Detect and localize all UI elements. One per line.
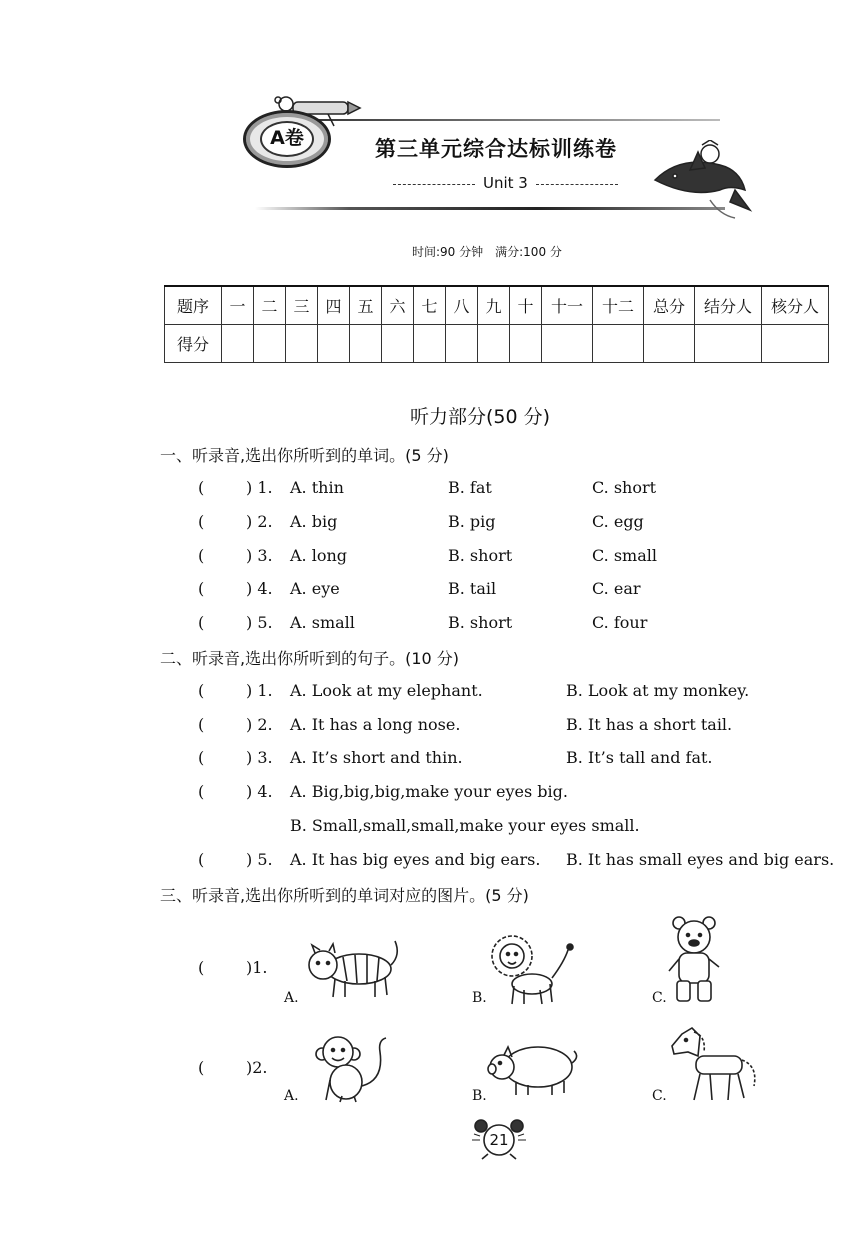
page-title: 第三单元综合达标训练卷: [375, 137, 617, 161]
answer-paren[interactable]: (: [198, 681, 205, 700]
score-input-cell[interactable]: [414, 325, 446, 363]
table-cell: 总分: [644, 286, 695, 325]
answer-paren[interactable]: (: [198, 958, 205, 977]
table-cell: 二: [254, 286, 286, 325]
score-input-cell[interactable]: [762, 325, 829, 363]
option-b: B. Small,small,small,make your eyes small.: [290, 816, 640, 835]
answer-paren[interactable]: (: [198, 715, 205, 734]
option-a: A. small: [290, 613, 355, 632]
score-table: [164, 285, 829, 363]
unit-subtitle: Unit 3: [385, 174, 626, 192]
option-b: B. pig: [448, 512, 496, 531]
option-a: A. eye: [290, 579, 340, 598]
option-a: A. It has big eyes and big ears.: [290, 850, 541, 869]
question-number: ) 5.: [246, 850, 273, 869]
page-number: 21: [489, 1131, 509, 1149]
answer-paren[interactable]: (: [198, 850, 205, 869]
option-a: A. Big,big,big,make your eyes big.: [290, 782, 568, 801]
section-2-heading: 二、听录音,选出你所听到的句子。(10 分): [160, 649, 460, 668]
section-3-heading: 三、听录音,选出你所听到的单词对应的图片。(5 分): [160, 886, 529, 905]
table-cell: 三: [286, 286, 318, 325]
table-cell: 七: [414, 286, 446, 325]
question-number: ) 4.: [246, 782, 273, 801]
lion-icon[interactable]: [488, 932, 578, 1007]
score-input-cell[interactable]: [593, 325, 644, 363]
score-input-cell[interactable]: [695, 325, 762, 363]
option-b: B. It has a short tail.: [566, 715, 733, 734]
answer-paren[interactable]: (: [198, 782, 205, 801]
score-input-cell[interactable]: [222, 325, 254, 363]
tiger-icon[interactable]: [303, 935, 403, 1003]
table-cell: 五: [350, 286, 382, 325]
option-b: B. short: [448, 613, 513, 632]
option-a: A. long: [290, 546, 348, 565]
pig-icon[interactable]: [486, 1037, 578, 1099]
option-b: B. It’s tall and fat.: [566, 748, 713, 767]
dotted-leader-left: [393, 184, 475, 185]
option-c: C. small: [592, 546, 657, 565]
answer-paren[interactable]: (: [198, 512, 205, 531]
option-c-label: C.: [652, 1088, 667, 1104]
option-b-label: B.: [472, 1088, 487, 1104]
bear-icon[interactable]: [665, 915, 725, 1007]
answer-paren[interactable]: (: [198, 613, 205, 632]
exam-meta: 时间:90 分钟 满分:100 分: [412, 245, 562, 259]
question-number: )1.: [246, 958, 268, 977]
header-rule-top: [300, 119, 720, 121]
score-input-cell[interactable]: [542, 325, 593, 363]
question-number: ) 5.: [246, 613, 273, 632]
table-cell: 得分: [165, 325, 222, 363]
score-table-score-row: [165, 325, 829, 363]
option-b: B. tail: [448, 579, 497, 598]
score-input-cell[interactable]: [510, 325, 542, 363]
answer-paren[interactable]: (: [198, 1058, 205, 1077]
question-number: ) 3.: [246, 748, 273, 767]
option-a: A. thin: [290, 478, 344, 497]
score-input-cell[interactable]: [254, 325, 286, 363]
option-a-label: A.: [284, 990, 299, 1006]
option-a: A. Look at my elephant.: [290, 681, 483, 700]
answer-paren[interactable]: (: [198, 478, 205, 497]
option-b-label: B.: [472, 990, 487, 1006]
table-cell: 结分人: [695, 286, 762, 325]
question-number: ) 1.: [246, 681, 273, 700]
score-input-cell[interactable]: [382, 325, 414, 363]
option-a-label: A.: [284, 1088, 299, 1104]
question-number: )2.: [246, 1058, 268, 1077]
question-number: ) 4.: [246, 579, 273, 598]
horse-icon[interactable]: [668, 1026, 760, 1106]
table-cell: 九: [478, 286, 510, 325]
answer-paren[interactable]: (: [198, 579, 205, 598]
score-input-cell[interactable]: [286, 325, 318, 363]
table-cell: 六: [382, 286, 414, 325]
table-cell: 四: [318, 286, 350, 325]
score-input-cell[interactable]: [478, 325, 510, 363]
question-number: ) 1.: [246, 478, 273, 497]
question-number: ) 2.: [246, 512, 273, 531]
question-number: ) 2.: [246, 715, 273, 734]
table-cell: 一: [222, 286, 254, 325]
answer-paren[interactable]: (: [198, 546, 205, 565]
option-a: A. It has a long nose.: [290, 715, 461, 734]
option-a: A. big: [290, 512, 338, 531]
option-a: A. It’s short and thin.: [290, 748, 463, 767]
table-cell: 核分人: [762, 286, 829, 325]
dolphin-illustration: [650, 140, 760, 225]
option-b: B. Look at my monkey.: [566, 681, 750, 700]
answer-paren[interactable]: (: [198, 748, 205, 767]
table-cell: 十二: [593, 286, 644, 325]
question-number: ) 3.: [246, 546, 273, 565]
paper-badge: [243, 110, 331, 168]
score-input-cell[interactable]: [644, 325, 695, 363]
table-cell: 八: [446, 286, 478, 325]
badge-label: A卷: [260, 121, 314, 157]
monkey-icon[interactable]: [314, 1030, 394, 1106]
option-b: B. short: [448, 546, 513, 565]
option-b: B. It has small eyes and big ears.: [566, 850, 835, 869]
dotted-leader-right: [536, 184, 618, 185]
option-c: C. short: [592, 478, 657, 497]
option-c-label: C.: [652, 990, 667, 1006]
table-cell: 十: [510, 286, 542, 325]
option-c: C. egg: [592, 512, 644, 531]
option-c: C. ear: [592, 579, 641, 598]
table-cell: 十一: [542, 286, 593, 325]
option-c: C. four: [592, 613, 648, 632]
table-cell: 题序: [165, 286, 222, 325]
option-b: B. fat: [448, 478, 492, 497]
score-input-cell[interactable]: [318, 325, 350, 363]
score-input-cell[interactable]: [446, 325, 478, 363]
score-table-header-row: [165, 286, 829, 325]
section-1-heading: 一、听录音,选出你所听到的单词。(5 分): [160, 446, 449, 465]
score-input-cell[interactable]: [350, 325, 382, 363]
listening-section-title: 听力部分(50 分): [410, 406, 551, 428]
